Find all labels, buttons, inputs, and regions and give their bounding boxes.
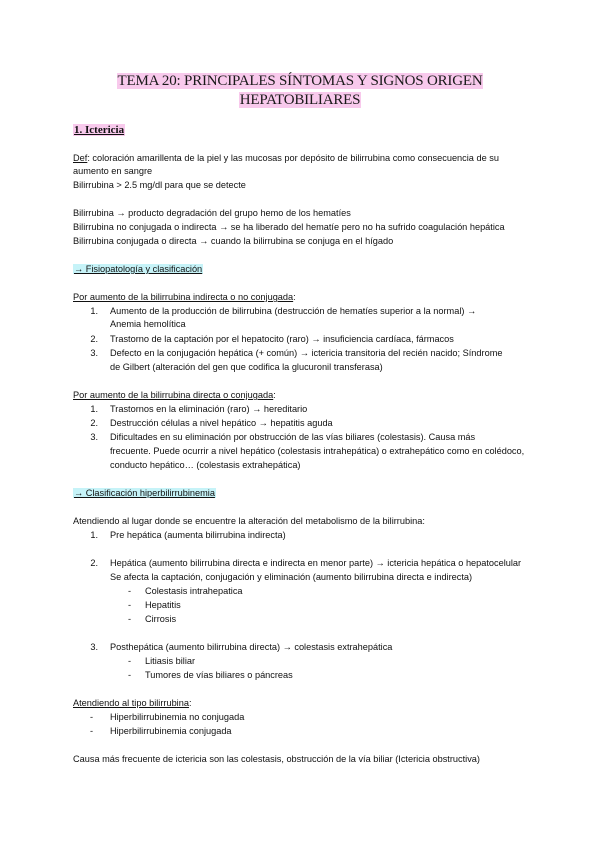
hepatica-sub-item: Cirrosis (145, 614, 177, 624)
bullet-dash: - (128, 614, 132, 624)
clasificacion-item-hepatica-line-1: Hepática (aumento bilirrubina directa e indirecta en menor parte) → ictericia hepática o hepatocelular (110, 558, 522, 568)
bullet-dash: - (128, 670, 132, 680)
indirecta-heading: Por aumento de la bilirrubina indirecta o no conjugada: (73, 292, 296, 302)
bullet-dash: - (128, 600, 132, 610)
tipo-bilirrubina-heading: Atendiendo al tipo bilirrubina: (73, 698, 192, 708)
posthepatica-sub-item: Litiasis biliar (145, 656, 196, 666)
directa-item-3-line-3: conducto hepático… (colestasis extrahepática) (110, 460, 301, 470)
tipo-item: Hiperbilirrubinemia no conjugada (110, 712, 245, 722)
list-number: 3. (90, 348, 98, 358)
clasificacion-item-posthepatica: Posthepática (aumento bilirrubina directa) → colestasis extrahepática (110, 642, 393, 652)
clasificacion-item-prehepatica: Pre hepática (aumenta bilirrubina indirecta) (110, 530, 286, 540)
directa-item-3-line-2: frecuente. Puede ocurrir a nivel hepático (colestasis intrahepática) o extrahepático como en colédoco, (110, 446, 525, 456)
clasificacion-item-hepatica-line-2: Se afecta la captación, conjugación y eliminación (aumento bilirrubina directa e indirecta) (110, 572, 473, 582)
indirecta-item-1-line-1: Aumento de la producción de bilirrubina (destrucción de hematíes superior a la normal) → (110, 306, 477, 316)
bilirrubina-conjugada-line: Bilirrubina conjugada o directa → cuando la bilirrubina se conjuga en el hígado (73, 236, 394, 246)
list-number: 1. (90, 530, 98, 540)
directa-item-3-line-1: Dificultades en su eliminación por obstrucción de las vías biliares (colestasis). Causa más (110, 432, 476, 442)
definition-threshold: Bilirrubina > 2.5 mg/dl para que se detecte (73, 180, 246, 190)
clasificacion-intro: Atendiendo al lugar donde se encuentre la alteración del metabolismo de la bilirrubina: (73, 516, 425, 526)
page-title-line-1: TEMA 20: PRINCIPALES SÍNTOMAS Y SIGNOS ORIGEN (117, 73, 483, 89)
bullet-dash: - (90, 726, 94, 736)
list-number: 2. (90, 558, 98, 568)
tipo-item: Hiperbilirrubinemia conjugada (110, 726, 232, 736)
bilirrubina-no-conjugada-line: Bilirrubina no conjugada o indirecta → se ha liberado del hematíe pero no ha sufrido coagulación hepática (73, 222, 505, 232)
list-number: 2. (90, 418, 98, 428)
directa-item-2-line-1: Destrucción células a nivel hepático → hepatitis aguda (110, 418, 333, 428)
subsection-heading-fisiopatologia: → Fisiopatología y clasificación (74, 264, 203, 274)
list-number: 3. (90, 432, 98, 442)
bilirrubina-def-line: Bilirrubina → producto degradación del grupo hemo de los hematíes (73, 208, 351, 218)
hepatica-sub-item: Hepatitis (145, 600, 181, 610)
list-number: 1. (90, 404, 98, 414)
list-number: 2. (90, 334, 98, 344)
indirecta-item-3-line-2: de Gilbert (alteración del gen que codifica la glucuronil transferasa) (110, 362, 383, 372)
definition-line-2: aumento en sangre (73, 166, 153, 176)
bullet-dash: - (90, 712, 94, 722)
bullet-dash: - (128, 656, 132, 666)
section-heading-ictericia: 1. Ictericia (74, 124, 125, 136)
page-title-line-2: HEPATOBILIARES (239, 92, 361, 108)
list-number: 3. (90, 642, 98, 652)
subsection-heading-clasificacion: → Clasificación hiperbilirrubinemia (74, 488, 215, 498)
bullet-dash: - (128, 586, 132, 596)
list-number: 1. (90, 306, 98, 316)
definition-line-1: Def: coloración amarillenta de la piel y las mucosas por depósito de bilirrubina como consecuencia de su (73, 153, 499, 163)
conclusion-line: Causa más frecuente de ictericia son las colestasis, obstrucción de la vía biliar (Ictericia obstructiva) (73, 754, 480, 764)
indirecta-item-1-line-2: Anemia hemolítica (110, 319, 186, 329)
hepatica-sub-item: Colestasis intrahepatica (145, 586, 243, 596)
indirecta-item-3-line-1: Defecto en la conjugación hepática (+ común) → ictericia transitoria del recién nacido; Síndrome (110, 348, 503, 358)
directa-item-1-line-1: Trastornos en la eliminación (raro) → hereditario (110, 404, 308, 414)
indirecta-item-2-line-1: Trastorno de la captación por el hepatocito (raro) → insuficiencia cardíaca, fármacos (110, 334, 454, 344)
posthepatica-sub-item: Tumores de vías biliares o páncreas (145, 670, 293, 680)
directa-heading: Por aumento de la bilirrubina directa o conjugada: (73, 390, 276, 400)
